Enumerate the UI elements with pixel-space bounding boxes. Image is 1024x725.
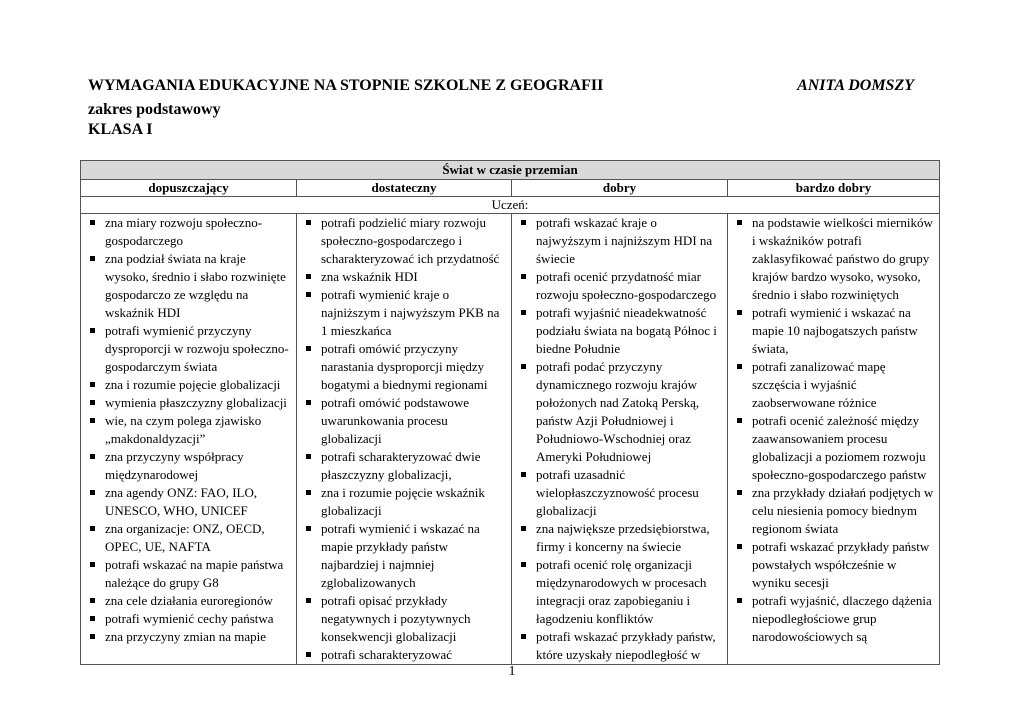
requirement-item: zna organizacje: ONZ, OECD, OPEC, UE, NAFTA [87, 520, 292, 556]
requirement-item: potrafi wskazać kraje o najwyższym i najniższym HDI na świecie [518, 214, 723, 268]
requirement-item: zna największe przedsiębiorstwa, firmy i koncerny na świecie [518, 520, 723, 556]
requirement-item: zna cele działania euroregionów [87, 592, 292, 610]
requirement-item: zna przykłady działań podjętych w celu niesienia pomocy biednym regionom świata [734, 484, 935, 538]
section-row [81, 161, 940, 180]
requirement-item: potrafi wskazać przykłady państw, które uzyskały niepodległość w [518, 628, 723, 664]
requirement-item: zna miary rozwoju społeczno-gospodarczego [87, 214, 292, 250]
document-header [88, 76, 918, 140]
requirements-cell-bardzo-dobry [728, 214, 940, 665]
requirements-list [512, 214, 727, 664]
requirement-item: potrafi wymienić i wskazać na mapie 10 najbogatszych państw świata, [734, 304, 935, 358]
requirement-item: potrafi podzielić miary rozwoju społeczno-gospodarczego i scharakteryzować ich przydatność [303, 214, 507, 268]
requirement-item: potrafi wymienić cechy państwa [87, 610, 292, 628]
requirements-cell-dobry [512, 214, 728, 665]
requirements-list [728, 214, 939, 646]
requirement-item: potrafi opisać przykłady negatywnych i pozytywnych konsekwencji globalizacji [303, 592, 507, 646]
requirement-item: potrafi podać przyczyny dynamicznego rozwoju krajów położonych nad Zatoką Perską, państw Azji Południowej i Południowo-Wschodniej oraz Ameryki Południowej [518, 358, 723, 466]
requirement-item: zna i rozumie pojęcie globalizacji [87, 376, 292, 394]
requirements-table [80, 160, 940, 665]
requirement-item: zna wskaźnik HDI [303, 268, 507, 286]
requirement-item: potrafi uzasadnić wielopłaszczyznowość procesu globalizacji [518, 466, 723, 520]
column-header-dobry: dobry [512, 180, 728, 197]
requirement-item: potrafi wymienić przyczyny dysproporcji w rozwoju społeczno-gospodarczym świata [87, 322, 292, 376]
requirement-item: potrafi zanalizować mapę szczęścia i wyjaśnić zaobserwowane różnice [734, 358, 935, 412]
requirement-item: potrafi wskazać przykłady państw powstałych współcześnie w wyniku secesji [734, 538, 935, 592]
column-header-dostateczny: dostateczny [297, 180, 512, 197]
grade-header-row [81, 180, 940, 197]
requirement-item: zna agendy ONZ: FAO, ILO, UNESCO, WHO, UNICEF [87, 484, 292, 520]
requirement-item: zna i rozumie pojęcie wskaźnik globalizacji [303, 484, 507, 520]
requirements-cell-dopuszczajacy [81, 214, 297, 665]
requirements-row [81, 214, 940, 665]
requirement-item: potrafi wyjaśnić nieadekwatność podziału świata na bogatą Północ i biedne Południe [518, 304, 723, 358]
requirement-item: potrafi wyjaśnić, dlaczego dążenia niepodległościowe grup narodowościowych są [734, 592, 935, 646]
document-title: WYMAGANIA EDUKACYJNE NA STOPNIE SZKOLNE Z GEOGRAFII [88, 77, 604, 94]
requirements-list [81, 214, 296, 646]
requirement-item: wie, na czym polega zjawisko „makdonaldyzacji” [87, 412, 292, 448]
column-header-bardzo-dobry: bardzo dobry [728, 180, 940, 197]
requirement-item: potrafi omówić przyczyny narastania dysproporcji między bogatymi a biednymi regionami [303, 340, 507, 394]
requirements-cell-dostateczny [297, 214, 512, 665]
section-title: Świat w czasie przemian [81, 161, 940, 180]
requirement-item: potrafi omówić podstawowe uwarunkowania procesu globalizacji [303, 394, 507, 448]
title-row [88, 76, 918, 96]
requirement-item: potrafi ocenić zależność między zaawansowaniem procesu globalizacji a poziomem rozwoju społeczno-gospodarczego państw [734, 412, 935, 484]
requirement-item: potrafi wymienić kraje o najniższym i najwyższym PKB na 1 mieszkańca [303, 286, 507, 340]
requirement-item: wymienia płaszczyzny globalizacji [87, 394, 292, 412]
scope-label: zakres podstawowy [88, 101, 221, 118]
requirement-item: potrafi ocenić rolę organizacji międzynarodowych w procesach integracji oraz zapobieganiu i łagodzeniu konfliktów [518, 556, 723, 628]
pupil-row [81, 197, 940, 214]
requirement-item: zna przyczyny współpracy międzynarodowej [87, 448, 292, 484]
requirement-item: potrafi scharakteryzować [303, 646, 507, 664]
page-number: 1 [508, 664, 516, 679]
author-name: ANITA DOMSZY [797, 77, 914, 94]
requirement-item: na podstawie wielkości mierników i wskaźników potrafi zaklasyfikować państwo do grupy krajów bardzo wysoko, wysoko, średnio i słabo rozwiniętych [734, 214, 935, 304]
requirement-item: potrafi ocenić przydatność miar rozwoju społeczno-gospodarczego [518, 268, 723, 304]
requirement-item: potrafi wymienić i wskazać na mapie przykłady państw najbardziej i najmniej zglobalizowanych [303, 520, 507, 592]
requirement-item: zna przyczyny zmian na mapie [87, 628, 292, 646]
pupil-label: Uczeń: [81, 197, 940, 214]
grade-label: KLASA I [88, 121, 153, 138]
requirement-item: potrafi wskazać na mapie państwa należące do grupy G8 [87, 556, 292, 592]
column-header-dopuszczajacy: dopuszczający [81, 180, 297, 197]
requirement-item: potrafi scharakteryzować dwie płaszczyzny globalizacji, [303, 448, 507, 484]
requirement-item: zna podział świata na kraje wysoko, średnio i słabo rozwinięte gospodarczo ze względu na wskaźnik HDI [87, 250, 292, 322]
requirements-list [297, 214, 511, 664]
